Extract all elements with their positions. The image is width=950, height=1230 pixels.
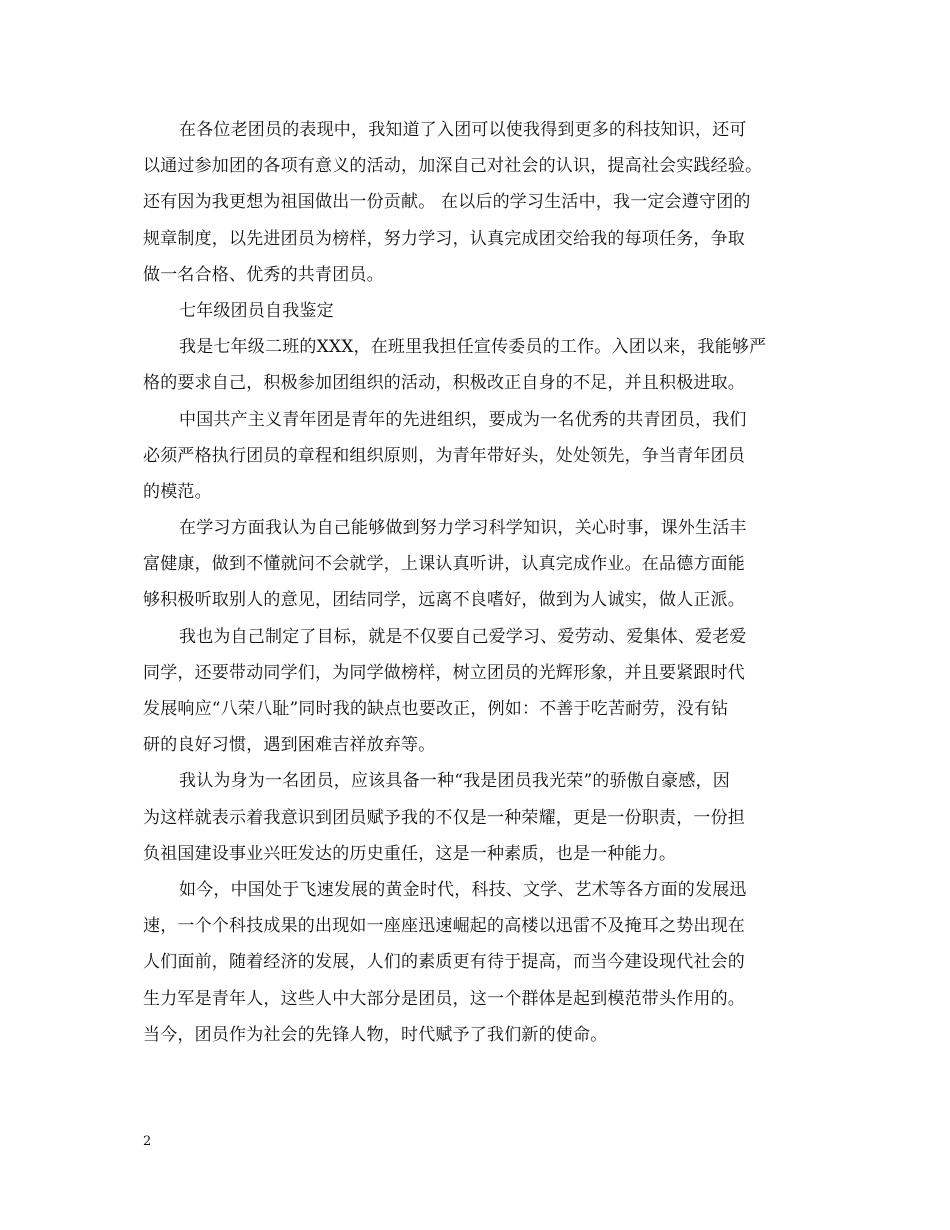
paragraph [143, 619, 825, 764]
text-line: 以通过参加团的各项有意义的活动，加深自己对社会的认识，提高社会实践经验。 [143, 156, 763, 177]
text-line: 负祖国建设事业兴旺发达的历史重任，这是一种素质，也是一种能力。 [143, 843, 677, 864]
paragraph [143, 763, 825, 872]
text-line: 格的要求自己，积极参加团组织的活动，积极改正自身的不足，并且积极进取。 [143, 373, 745, 394]
text-line: 我认为身为一名团员，应该具备一种“我是团员我光荣”的骄傲自豪感，因 [179, 771, 730, 792]
paragraph [143, 329, 825, 401]
paragraph [143, 872, 825, 1053]
text-line: 必须严格执行团员的章程和组织原则，为青年带好头，处处领先，争当青年团员 [143, 445, 745, 466]
paragraph [143, 112, 825, 293]
text-line: 规章制度，以先进团员为榜样，努力学习，认真完成团交给我的每项任务，争取 [143, 228, 745, 249]
text-line: 中国共产主义青年团是青年的先进组织，要成为一名优秀的共青团员，我们 [179, 409, 747, 430]
text-line: 同学，还要带动同学们，为同学做榜样，树立团员的光辉形象，并且要紧跟时代 [143, 662, 745, 683]
text-line: 在各位老团员的表现中，我知道了入团可以使我得到更多的科技知识，还可 [179, 120, 747, 140]
text-line: 我也为自己制定了目标，就是不仅要自己爱学习、爱劳动、爱集体、爱老爱 [179, 626, 747, 647]
text-line: 人们面前，随着经济的发展，人们的素质更有待于提高，而当今建设现代社会的 [143, 952, 745, 973]
text-line: 还有因为我更想为祖国做出一份贡献。 在以后的学习生活中，我一定会遵守团的 [143, 192, 751, 213]
text-line: 我是七年级二班的XXX，在班里我担任宣传委员的工作。入团以来，我能够严 [179, 337, 767, 358]
text-line: 富健康，做到不懂就问不会就学，上课认真听讲，认真完成作业。在品德方面能 [143, 554, 745, 575]
page-number: 2 [143, 1134, 152, 1149]
text-line: 为这样就表示着我意识到团员赋予我的不仅是一种荣耀，更是一份职责，一份担 [143, 807, 745, 828]
document-body [143, 112, 825, 1053]
text-line: 如今，中国处于飞速发展的黄金时代，科技、文学、艺术等各方面的发展迅 [179, 879, 747, 900]
text-line: 七年级团员自我鉴定 [179, 300, 334, 321]
text-line: 在学习方面我认为自己能够做到努力学习科学知识，关心时事，课外生活丰 [179, 518, 747, 539]
text-line: 速，一个个科技成果的出现如一座座迅速崛起的高楼以迅雷不及掩耳之势出现在 [143, 916, 745, 937]
text-line: 生力军是青年人，这些人中大部分是团员，这一个群体是起到模范带头作用的。 [143, 988, 745, 1009]
text-line: 够积极听取别人的意见，团结同学，远离不良嗜好，做到为人诚实，做人正派。 [143, 590, 745, 611]
text-line: 发展响应“八荣八耻”同时我的缺点也要改正，例如：不善于吃苦耐劳，没有钻 [143, 699, 729, 719]
paragraph [143, 402, 825, 511]
section-heading [143, 293, 825, 329]
text-line: 做一名合格、优秀的共青团员。 [143, 264, 384, 285]
paragraph [143, 510, 825, 619]
text-line: 的模范。 [143, 481, 212, 502]
text-line: 研的良好习惯，遇到困难吉祥放弃等。 [143, 735, 436, 756]
text-line: 当今，团员作为社会的先锋人物，时代赋予了我们新的使命。 [143, 1024, 608, 1045]
